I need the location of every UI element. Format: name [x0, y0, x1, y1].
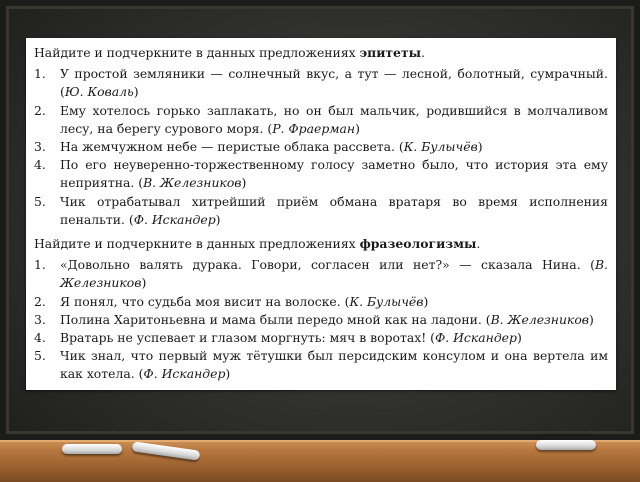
item-number: 5.	[34, 193, 46, 209]
author: К. Булычёв	[403, 139, 478, 155]
list-item	[34, 293, 608, 311]
item-text	[60, 102, 608, 138]
item-text	[60, 329, 608, 347]
author: Ф. Искандер	[143, 366, 226, 382]
item-text	[60, 156, 608, 192]
item-text	[60, 65, 608, 101]
sentence: Чик знал, что первый муж тётушки был персидским консулом и она вертела им как хотела. (	[60, 348, 608, 382]
chalk-piece	[62, 444, 122, 454]
author: Ф. Искандер	[434, 330, 517, 346]
item-number: 3.	[34, 311, 46, 327]
paren: )	[423, 293, 429, 309]
item-text	[60, 193, 608, 229]
sentence: На жемчужном небе — перистые облака рассвета. (	[60, 139, 404, 155]
item-text	[60, 311, 608, 329]
list-item	[34, 347, 608, 383]
list-item	[34, 156, 608, 192]
list-item	[34, 311, 608, 329]
worksheet	[26, 38, 616, 390]
task2-term: фразеологизмы	[359, 236, 477, 252]
list-item	[34, 138, 608, 156]
list-item	[34, 256, 608, 292]
task1-heading	[34, 44, 608, 62]
paren: )	[225, 366, 231, 382]
chalk-piece	[536, 440, 596, 450]
sentence: «Довольно валять дурака. Говори, согласен или нет?» — сказала Нина. (	[60, 257, 595, 273]
author: В. Железников	[60, 257, 608, 291]
paren: )	[241, 175, 247, 191]
task2-suffix: .	[476, 236, 481, 252]
item-number: 1.	[34, 257, 46, 273]
paren: )	[355, 120, 360, 136]
sentence: Ему хотелось горько заплакать, но он был мальчик, родившийся в молчаливом лесу, на берегу сурового моря. (	[60, 102, 608, 136]
sentence: У простой земляники — солнечный вкус, а тут — лесной, болотный, сумрачный. (	[60, 66, 608, 100]
author: Р. Фраерман	[272, 120, 356, 136]
item-number: 1.	[34, 66, 46, 82]
item-number: 3.	[34, 139, 46, 155]
sentence: Вратарь не успевает и глазом моргнуть: мяч в воротах! (	[60, 330, 435, 346]
paren: )	[215, 211, 221, 227]
sentence: По его неуверенно-торжественному голосу заметно было, что история эта ему неприятна. (	[60, 157, 608, 191]
paren: )	[141, 275, 147, 291]
paren: )	[516, 330, 522, 346]
list-item	[34, 102, 608, 138]
paren: )	[133, 84, 139, 100]
item-text	[60, 256, 608, 292]
list-item	[34, 329, 608, 347]
task2-prefix: Найдите и подчеркните в данных предложениях	[34, 236, 360, 252]
task2-list	[34, 256, 608, 383]
item-number: 2.	[34, 293, 46, 309]
task1-suffix: .	[421, 45, 425, 60]
item-number: 4.	[34, 330, 46, 346]
task1-term: эпитеты	[359, 45, 422, 60]
item-text	[60, 138, 608, 156]
sentence: Я понял, что судьба моя висит на волоске. (	[60, 293, 350, 309]
paren: )	[477, 139, 483, 155]
item-text	[60, 347, 608, 383]
author: В. Железников	[143, 175, 242, 191]
task1-prefix: Найдите и подчеркните в данных предложениях	[34, 45, 360, 60]
item-number: 2.	[34, 102, 46, 118]
list-item	[34, 65, 608, 101]
sentence: Чик отрабатывал хитрейший приём обмана вратаря во время исполнения пенальти. (	[60, 193, 608, 227]
author: Ф. Искандер	[133, 211, 216, 227]
task1-list	[34, 65, 608, 229]
list-item	[34, 193, 608, 229]
task2-heading	[34, 235, 608, 253]
sentence: Полина Харитоньевна и мама были передо мной как на ладони. (	[60, 311, 491, 327]
author: В. Железников	[490, 311, 590, 327]
author: К. Булычёв	[349, 293, 424, 309]
paren: )	[589, 311, 594, 327]
item-number: 4.	[34, 157, 46, 173]
item-number: 5.	[34, 348, 46, 364]
author: Ю. Коваль	[64, 84, 134, 100]
item-text	[60, 293, 608, 311]
